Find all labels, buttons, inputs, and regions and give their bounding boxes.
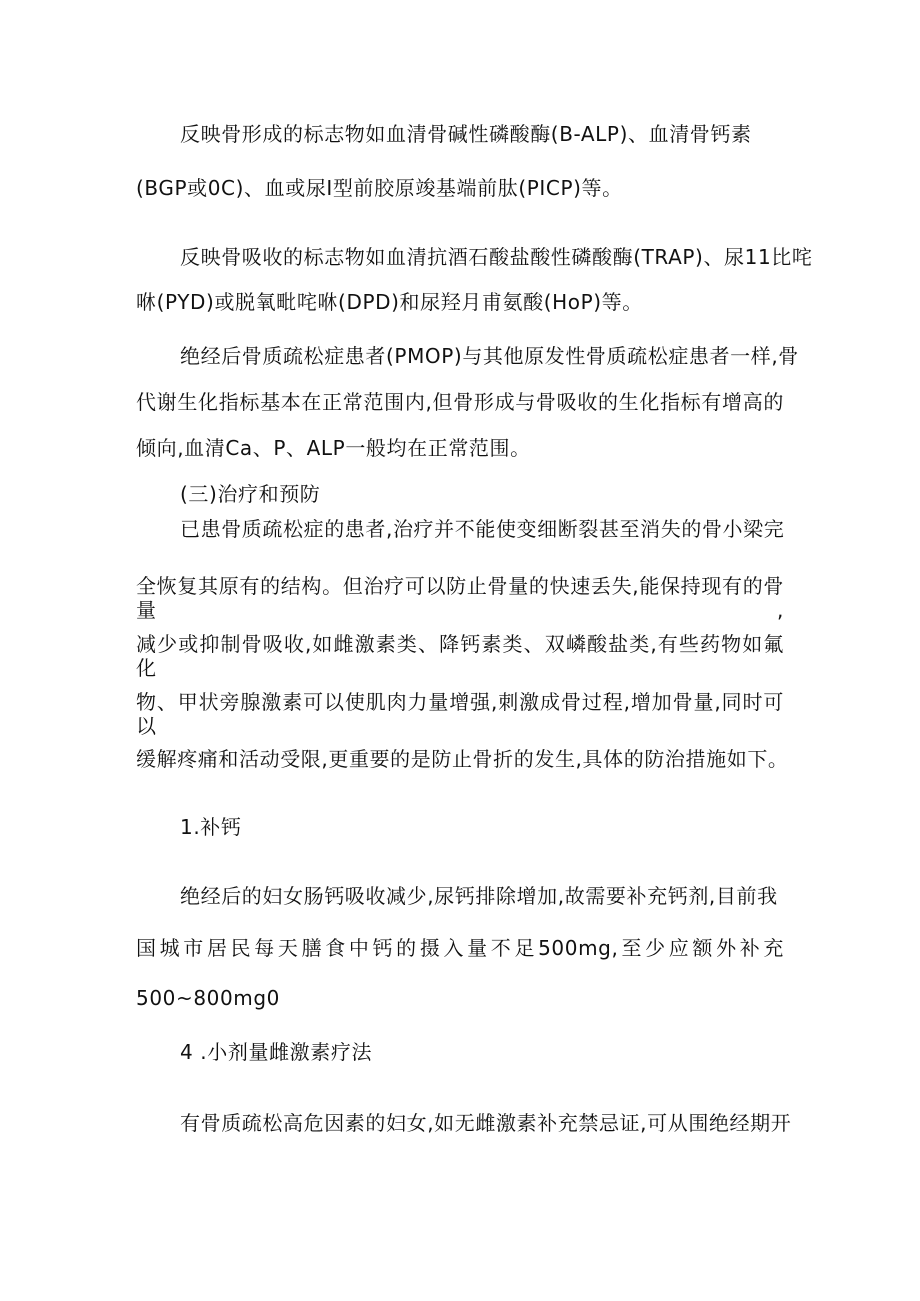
paragraph-line: 倾向,血清Ca、P、ALP一般均在正常范围。 <box>136 436 531 460</box>
paragraph-line: 已患骨质疏松症的患者,治疗并不能使变细断裂甚至消失的骨小梁完 <box>180 517 785 541</box>
paragraph-line: 减少或抑制骨吸收,如雌激素类、降钙素类、双嶙酸盐类,有些药物如氟化 <box>136 632 784 680</box>
paragraph-line: 咻(PYD)或脱氧毗咤咻(DPD)和尿羟月甫氨酸(HoP)等。 <box>136 290 643 314</box>
section-heading: 1.补钙 <box>180 815 242 839</box>
paragraph-line: 绝经后骨质疏松症患者(PMOP)与其他原发性骨质疏松症患者一样,骨 <box>180 344 799 368</box>
paragraph-line: 物、甲状旁腺激素可以使肌肉力量增强,刺激成骨过程,增加骨量,同时可以 <box>136 690 784 738</box>
paragraph-line: 缓解疼痛和活动受限,更重要的是防止骨折的发生,具体的防治措施如下。 <box>136 747 789 771</box>
paragraph-line: 500~800mg0 <box>136 986 281 1010</box>
section-heading: (三)治疗和预防 <box>180 482 321 506</box>
paragraph-line: 反映骨吸收的标志物如血清抗酒石酸盐酸性磷酸酶(TRAP)、尿11比咤 <box>180 245 813 269</box>
paragraph-line: 绝经后的妇女肠钙吸收减少,尿钙排除增加,故需要补充钙剂,目前我 <box>180 884 778 908</box>
paragraph-line: (BGP或0C)、血或尿I型前胶原竣基端前肽(PICP)等。 <box>136 176 623 200</box>
paragraph-line: 反映骨形成的标志物如血清骨碱性磷酸酶(B-ALP)、血清骨钙素 <box>180 122 752 146</box>
paragraph-line: 全恢复其原有的结构。但治疗可以防止骨量的快速丢失,能保持现有的骨量, <box>136 574 784 622</box>
section-heading: 4 .小剂量雌激素疗法 <box>180 1040 373 1064</box>
paragraph-line: 有骨质疏松高危因素的妇女,如无雌激素补充禁忌证,可从围绝经期开 <box>180 1111 792 1135</box>
paragraph-line: 代谢生化指标基本在正常范围内,但骨形成与骨吸收的生化指标有增高的 <box>136 390 784 414</box>
paragraph-line: 国城市居民每天膳食中钙的摄入量不足500mg,至少应额外补充 <box>136 936 784 960</box>
